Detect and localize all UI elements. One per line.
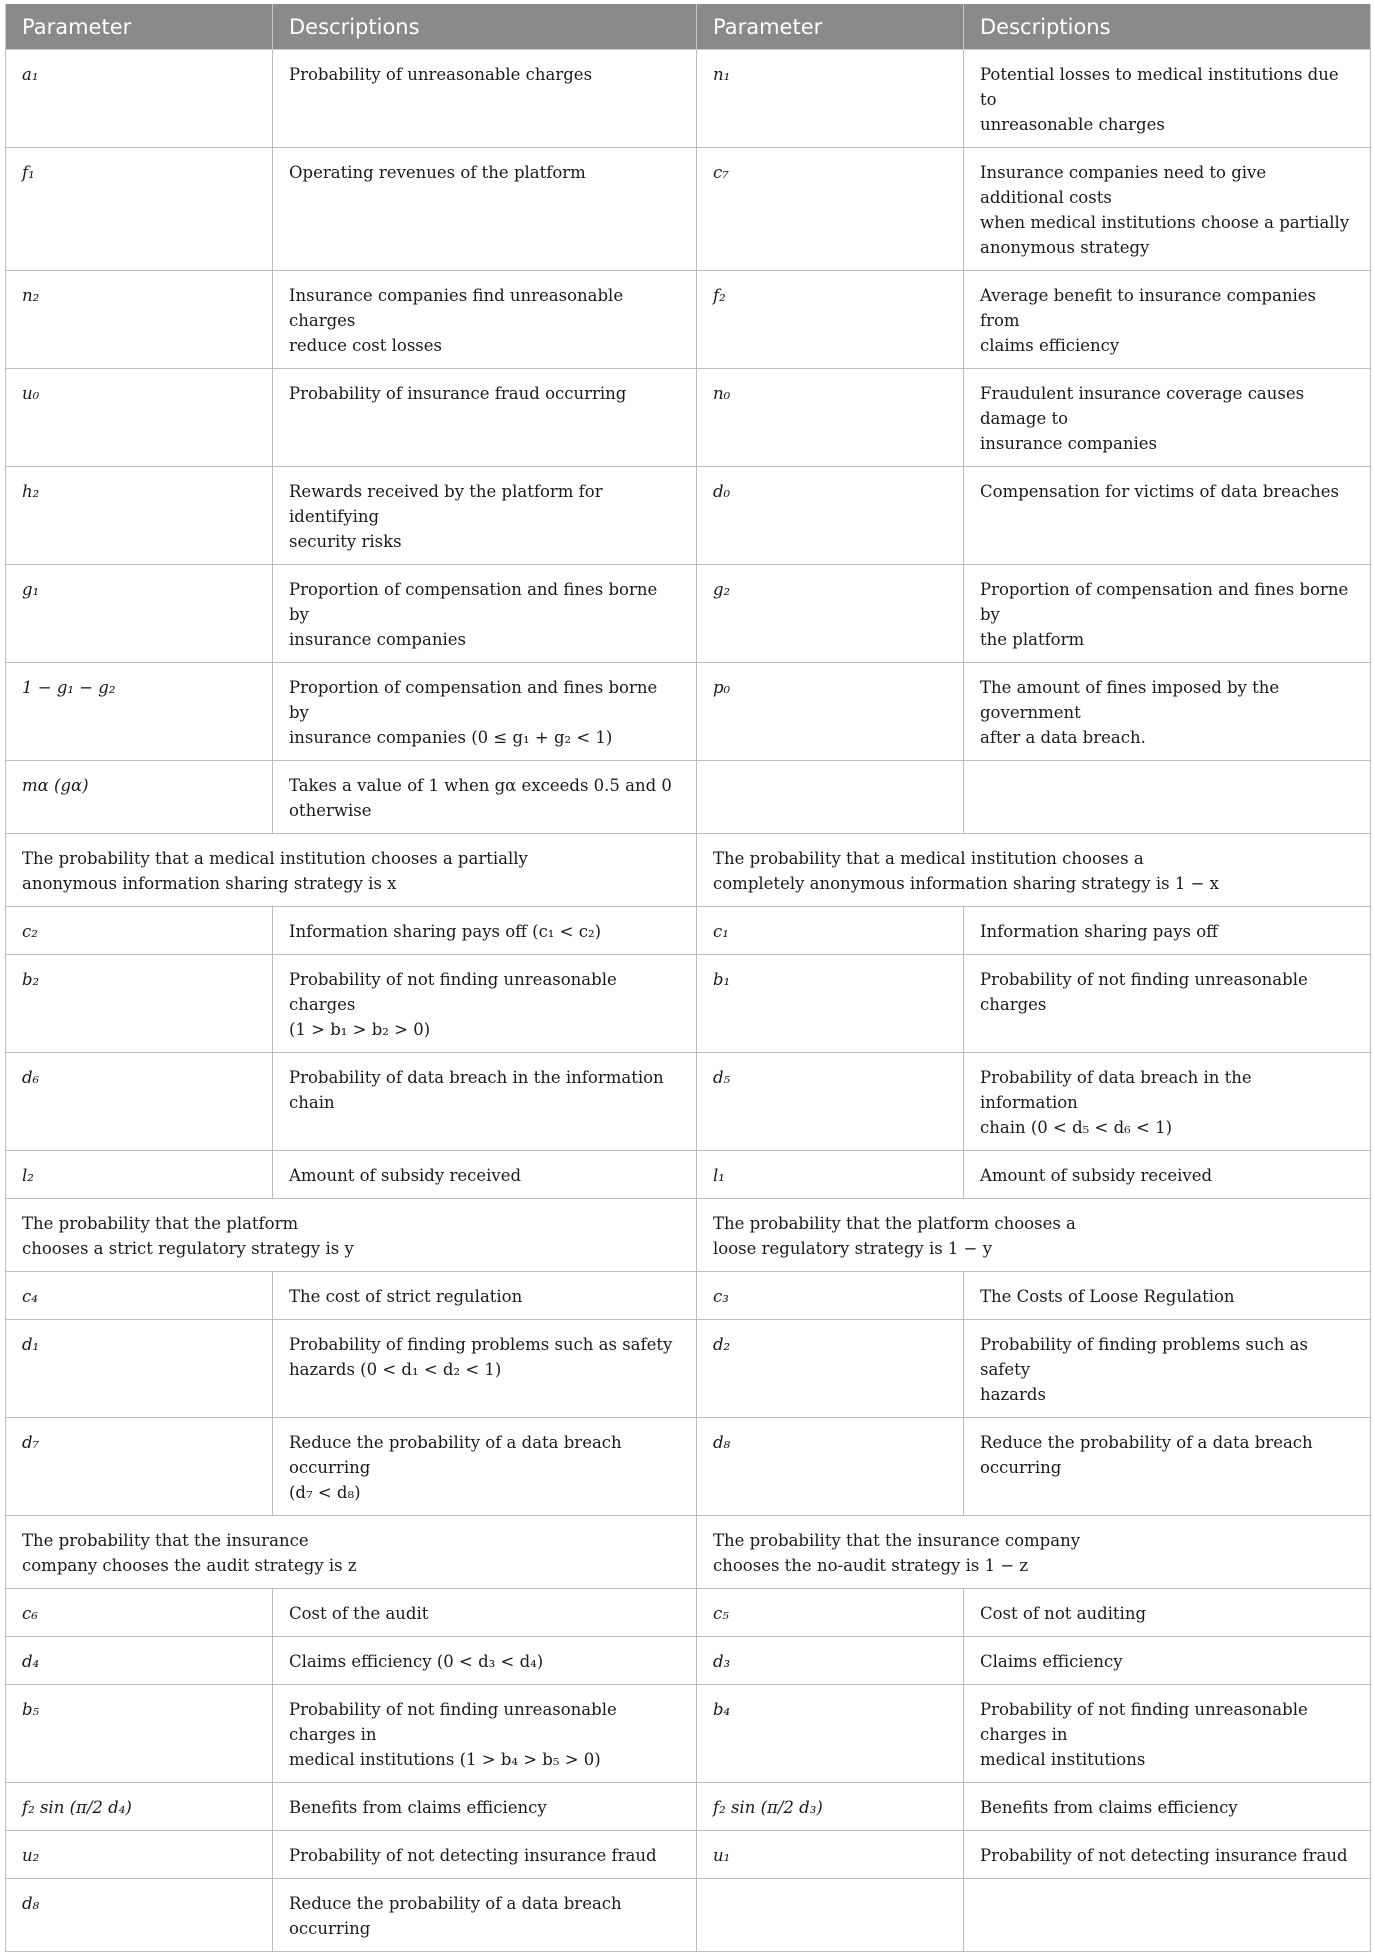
description-cell: Probability of finding problems such as safety hazards bbox=[964, 1320, 1371, 1418]
parameter-cell: c₅ bbox=[697, 1589, 964, 1637]
description-cell: Potential losses to medical institutions due to unreasonable charges bbox=[964, 50, 1371, 148]
parameter-cell: n₁ bbox=[697, 50, 964, 148]
parameter-cell: u₀ bbox=[6, 369, 273, 467]
description-cell bbox=[964, 1879, 1371, 1952]
parameter-cell: d₄ bbox=[6, 1637, 273, 1685]
parameter-cell: b₄ bbox=[697, 1685, 964, 1783]
table-row bbox=[6, 1879, 1371, 1952]
description-cell: The cost of strict regulation bbox=[273, 1272, 697, 1320]
header-descriptions-right: Descriptions bbox=[964, 4, 1371, 50]
parameter-cell: c₇ bbox=[697, 148, 964, 271]
description-cell: Proportion of compensation and fines borne by insurance companies bbox=[273, 565, 697, 663]
parameter-cell: d₅ bbox=[697, 1053, 964, 1151]
description-cell: Proportion of compensation and fines borne by the platform bbox=[964, 565, 1371, 663]
parameter-cell: b₂ bbox=[6, 955, 273, 1053]
description-cell: Probability of data breach in the information chain bbox=[273, 1053, 697, 1151]
description-cell: Probability of data breach in the information chain (0 < d₅ < d₆ < 1) bbox=[964, 1053, 1371, 1151]
description-cell: Probability of finding problems such as safety hazards (0 < d₁ < d₂ < 1) bbox=[273, 1320, 697, 1418]
description-cell: Fraudulent insurance coverage causes damage to insurance companies bbox=[964, 369, 1371, 467]
table-row bbox=[6, 271, 1371, 369]
table-row bbox=[6, 761, 1371, 834]
parameter-cell: p₀ bbox=[697, 663, 964, 761]
parameter-cell: h₂ bbox=[6, 467, 273, 565]
table-row bbox=[6, 1589, 1371, 1637]
parameter-cell: d₇ bbox=[6, 1418, 273, 1516]
parameter-cell: d₃ bbox=[697, 1637, 964, 1685]
description-cell: Reduce the probability of a data breach occurring (d₇ < d₈) bbox=[273, 1418, 697, 1516]
parameter-cell: n₂ bbox=[6, 271, 273, 369]
table-row bbox=[6, 1272, 1371, 1320]
table-row bbox=[6, 50, 1371, 148]
parameter-cell: g₁ bbox=[6, 565, 273, 663]
header-row bbox=[6, 4, 1371, 50]
description-cell: Cost of not auditing bbox=[964, 1589, 1371, 1637]
description-cell: Claims efficiency (0 < d₃ < d₄) bbox=[273, 1637, 697, 1685]
parameter-cell: b₅ bbox=[6, 1685, 273, 1783]
description-cell: Amount of subsidy received bbox=[273, 1151, 697, 1199]
parameter-cell: d₆ bbox=[6, 1053, 273, 1151]
description-cell: Information sharing pays off (c₁ < c₂) bbox=[273, 907, 697, 955]
section-row bbox=[6, 1516, 1371, 1589]
description-cell: Cost of the audit bbox=[273, 1589, 697, 1637]
parameter-cell: f₁ bbox=[6, 148, 273, 271]
table-row bbox=[6, 1053, 1371, 1151]
description-cell: The Costs of Loose Regulation bbox=[964, 1272, 1371, 1320]
description-cell: Takes a value of 1 when gα exceeds 0.5 and 0 otherwise bbox=[273, 761, 697, 834]
parameter-cell: c₁ bbox=[697, 907, 964, 955]
table-row bbox=[6, 1783, 1371, 1831]
description-cell bbox=[964, 761, 1371, 834]
table-body bbox=[6, 50, 1371, 1952]
parameter-cell: f₂ sin (π/2 d₄) bbox=[6, 1783, 273, 1831]
description-cell: Compensation for victims of data breaches bbox=[964, 467, 1371, 565]
description-cell: Probability of not detecting insurance fraud bbox=[964, 1831, 1371, 1879]
header-parameter-left: Parameter bbox=[6, 4, 273, 50]
description-cell: The amount of fines imposed by the government after a data breach. bbox=[964, 663, 1371, 761]
description-cell: Benefits from claims efficiency bbox=[964, 1783, 1371, 1831]
parameter-cell: a₁ bbox=[6, 50, 273, 148]
table-row bbox=[6, 369, 1371, 467]
table-row bbox=[6, 663, 1371, 761]
parameter-cell: c₃ bbox=[697, 1272, 964, 1320]
parameter-cell: 1 − g₁ − g₂ bbox=[6, 663, 273, 761]
parameter-cell: n₀ bbox=[697, 369, 964, 467]
description-cell: Reduce the probability of a data breach occurring bbox=[964, 1418, 1371, 1516]
description-cell: Rewards received by the platform for identifying security risks bbox=[273, 467, 697, 565]
table-row bbox=[6, 955, 1371, 1053]
parameter-table bbox=[5, 4, 1371, 1952]
table-row bbox=[6, 148, 1371, 271]
parameter-cell bbox=[697, 761, 964, 834]
description-cell: Probability of not finding unreasonable charges (1 > b₁ > b₂ > 0) bbox=[273, 955, 697, 1053]
parameter-cell: u₂ bbox=[6, 1831, 273, 1879]
description-cell: Information sharing pays off bbox=[964, 907, 1371, 955]
description-cell: Insurance companies need to give additional costs when medical institutions choose a partially anonymous strategy bbox=[964, 148, 1371, 271]
parameter-cell: d₁ bbox=[6, 1320, 273, 1418]
parameter-cell: b₁ bbox=[697, 955, 964, 1053]
parameter-cell: d₀ bbox=[697, 467, 964, 565]
section-row bbox=[6, 834, 1371, 907]
section-caption-left: The probability that the platform chooses a strict regulatory strategy is y bbox=[6, 1199, 697, 1272]
description-cell: Operating revenues of the platform bbox=[273, 148, 697, 271]
description-cell: Insurance companies find unreasonable charges reduce cost losses bbox=[273, 271, 697, 369]
section-caption-right: The probability that the platform chooses a loose regulatory strategy is 1 − y bbox=[697, 1199, 1371, 1272]
description-cell: Proportion of compensation and fines borne by insurance companies (0 ≤ g₁ + g₂ < 1) bbox=[273, 663, 697, 761]
section-caption-right: The probability that the insurance company chooses the no-audit strategy is 1 − z bbox=[697, 1516, 1371, 1589]
parameter-cell bbox=[697, 1879, 964, 1952]
parameter-cell: c₄ bbox=[6, 1272, 273, 1320]
table-row bbox=[6, 467, 1371, 565]
description-cell: Claims efficiency bbox=[964, 1637, 1371, 1685]
section-row bbox=[6, 1199, 1371, 1272]
parameter-cell: d₈ bbox=[6, 1879, 273, 1952]
table-row bbox=[6, 1685, 1371, 1783]
section-caption-right: The probability that a medical institution chooses a completely anonymous information sharing strategy is 1 − x bbox=[697, 834, 1371, 907]
description-cell: Reduce the probability of a data breach occurring bbox=[273, 1879, 697, 1952]
header-parameter-right: Parameter bbox=[697, 4, 964, 50]
table-row bbox=[6, 1637, 1371, 1685]
parameter-cell: f₂ sin (π/2 d₃) bbox=[697, 1783, 964, 1831]
section-caption-left: The probability that the insurance company chooses the audit strategy is z bbox=[6, 1516, 697, 1589]
table-row bbox=[6, 907, 1371, 955]
parameter-cell: d₂ bbox=[697, 1320, 964, 1418]
parameter-cell: d₈ bbox=[697, 1418, 964, 1516]
table-row bbox=[6, 1320, 1371, 1418]
parameter-cell: c₂ bbox=[6, 907, 273, 955]
section-caption-left: The probability that a medical institution chooses a partially anonymous information sharing strategy is x bbox=[6, 834, 697, 907]
parameter-cell: u₁ bbox=[697, 1831, 964, 1879]
header-descriptions-left: Descriptions bbox=[273, 4, 697, 50]
table-row bbox=[6, 1418, 1371, 1516]
parameter-cell: f₂ bbox=[697, 271, 964, 369]
table-row bbox=[6, 1151, 1371, 1199]
description-cell: Amount of subsidy received bbox=[964, 1151, 1371, 1199]
description-cell: Benefits from claims efficiency bbox=[273, 1783, 697, 1831]
parameter-cell: g₂ bbox=[697, 565, 964, 663]
description-cell: Average benefit to insurance companies from claims efficiency bbox=[964, 271, 1371, 369]
description-cell: Probability of not finding unreasonable charges bbox=[964, 955, 1371, 1053]
description-cell: Probability of not detecting insurance fraud bbox=[273, 1831, 697, 1879]
parameter-cell: l₂ bbox=[6, 1151, 273, 1199]
table-row bbox=[6, 1831, 1371, 1879]
description-cell: Probability of not finding unreasonable charges in medical institutions bbox=[964, 1685, 1371, 1783]
parameter-cell: l₁ bbox=[697, 1151, 964, 1199]
description-cell: Probability of not finding unreasonable charges in medical institutions (1 > b₄ > b₅ > 0) bbox=[273, 1685, 697, 1783]
parameter-cell: mα (gα) bbox=[6, 761, 273, 834]
description-cell: Probability of insurance fraud occurring bbox=[273, 369, 697, 467]
parameter-cell: c₆ bbox=[6, 1589, 273, 1637]
description-cell: Probability of unreasonable charges bbox=[273, 50, 697, 148]
table-row bbox=[6, 565, 1371, 663]
